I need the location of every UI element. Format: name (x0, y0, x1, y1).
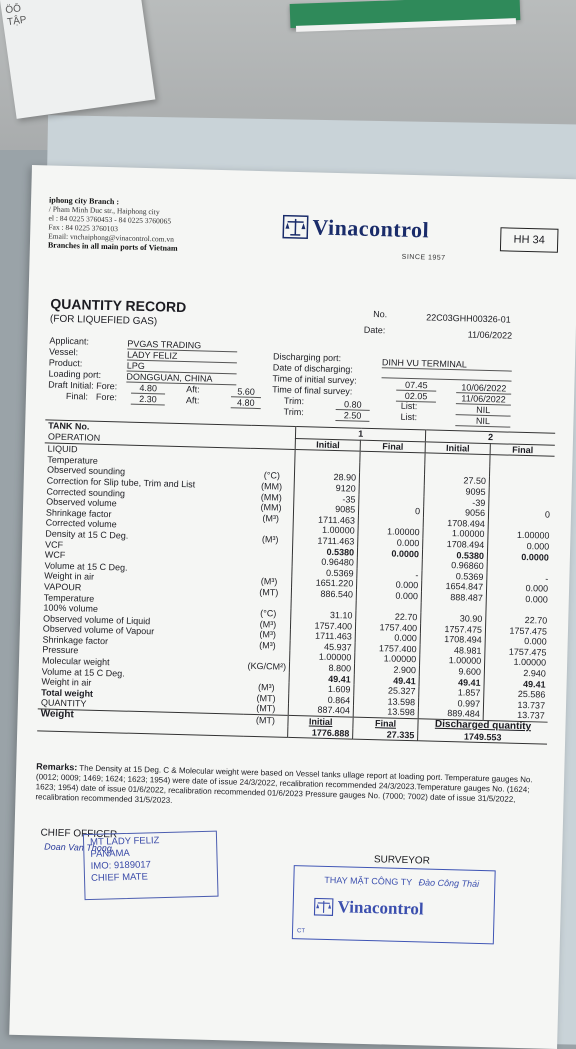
row-label: Temperature (44, 454, 250, 470)
chief-officer-label: CHIEF OFFICER (40, 827, 117, 840)
row-cell: 1711.463 (293, 535, 358, 547)
loading-port-value: DONGGUAN, CHINA (126, 372, 236, 386)
draft-final-fore: 2.30 (131, 394, 165, 406)
row-cell: 0.0000 (487, 551, 552, 563)
applicant-value: PVGAS TRADING (127, 339, 237, 353)
row-cell: 25.586 (484, 688, 549, 700)
row-cell: 0.96860 (422, 559, 487, 571)
quantity-record-document (9, 165, 576, 1049)
row-unit: (MM) (249, 502, 294, 514)
trim2-label: Trim: (283, 407, 303, 418)
tank-2-initial-header: Initial (425, 441, 490, 454)
row-cell: 30.90 (421, 612, 486, 624)
date-value: 11/06/2022 (468, 329, 513, 340)
weight-final-header: Final (353, 717, 418, 730)
row-cell: 2.900 (354, 664, 419, 676)
no-value: 22C03GHH00326-01 (426, 312, 511, 324)
draft-initial-fore-label: Fore: (96, 381, 117, 392)
tank-2-final-header: Final (490, 443, 555, 456)
draft-final-aft: 4.80 (231, 397, 261, 409)
row-cell: 31.10 (291, 609, 356, 621)
surveyor-signer: Đào Công Thái (418, 877, 479, 889)
tank-no-label: TANK No. (45, 420, 251, 437)
row-cell: 22.70 (356, 611, 421, 623)
draft-initial-aft-label: Aft: (186, 384, 200, 394)
row-cell: 13.598 (353, 706, 418, 719)
list2-value: NIL (455, 415, 510, 427)
time-initial-time: 07.45 (396, 380, 436, 392)
trim1-value: 0.80 (336, 399, 370, 411)
row-cell: 887.404 (288, 704, 353, 717)
discharging-port-label: Discharging port: (273, 351, 341, 363)
draft-final-fore-label: Fore: (96, 392, 117, 403)
row-cell: 0.000 (356, 590, 421, 602)
row-cell: 888.487 (421, 591, 486, 603)
row-label: VCF (42, 539, 248, 555)
row-cell: 889.484 (418, 708, 483, 721)
row-unit: (°C) (249, 470, 294, 482)
page-title: QUANTITY RECORD (50, 296, 186, 316)
weight-final-value: 27.335 (353, 728, 418, 741)
row-label: VAPOUR (41, 581, 247, 597)
vessel-label: Vessel: (49, 347, 78, 358)
trim1-label: Trim: (284, 396, 304, 407)
row-cell: 0.000 (486, 593, 551, 605)
row-cell: 8.800 (289, 662, 354, 674)
weight-initial-header: Initial (288, 715, 353, 728)
row-cell: 0.0000 (357, 547, 422, 559)
folder-label: ÖŌ TẬP (5, 3, 28, 29)
chief-officer-signer: Doan Van Thong (44, 842, 112, 854)
scales-icon (282, 215, 309, 240)
product-value: LPG (127, 361, 237, 375)
row-cell: 13.598 (354, 695, 419, 707)
row-cell: 49.41 (289, 673, 354, 685)
row-cell: 9056 (423, 507, 488, 519)
row-cell: 0.000 (355, 632, 420, 644)
page-subtitle: (FOR LIQUEFIED GAS) (50, 314, 157, 328)
row-cell: 49.41 (484, 678, 549, 690)
row-cell: 1711.463 (293, 514, 358, 526)
scales-icon (313, 898, 333, 917)
ship-stamp: MT LADY FELIZ PANAMA IMO: 9189017 CHIEF MATE (83, 831, 219, 900)
row-cell: 0 (488, 508, 553, 520)
folder-corner (0, 0, 155, 119)
row-label: Volume at 15 C Deg. (41, 560, 247, 576)
row-unit: (MM) (249, 491, 294, 503)
row-unit: (KG/CM²) (244, 661, 289, 673)
time-final-label: Time of final survey: (272, 384, 352, 396)
row-cell: 0.5380 (293, 545, 358, 557)
stamp-logo-name: Vinacontrol (337, 897, 423, 919)
since-label: SINCE 1957 (402, 254, 446, 262)
row-cell: -39 (424, 496, 489, 508)
row-cell: 1708.494 (423, 517, 488, 529)
vessel-value: LADY FELIZ (127, 350, 237, 364)
row-unit: (M³) (245, 629, 290, 641)
row-label: Weight in air (41, 571, 247, 587)
list2-label: List: (400, 412, 417, 422)
row-cell: 0.5380 (422, 549, 487, 561)
row-cell: 0.5369 (422, 570, 487, 582)
row-label: Observed volume of Liquid (40, 613, 246, 629)
row-cell: 0 (359, 505, 424, 517)
row-label: LIQUID (44, 443, 250, 459)
discharged-quantity-label: Discharged quantity (418, 719, 548, 733)
row-label: Shrinkage factor (43, 507, 249, 523)
list1-value: NIL (456, 404, 511, 416)
row-cell: 0.5369 (292, 567, 357, 579)
row-cell: -35 (294, 493, 359, 505)
row-cell: 22.70 (486, 614, 551, 626)
row-cell: 9.600 (419, 665, 484, 677)
row-label: 100% volume (40, 602, 246, 618)
row-cell: 1757.475 (420, 623, 485, 635)
weight-unit: (MT) (243, 714, 288, 726)
row-cell: 1708.494 (420, 634, 485, 646)
weight-label: Weight (37, 709, 243, 725)
remarks (35, 761, 546, 815)
discharged-quantity-value: 1749.553 (418, 730, 548, 744)
row-label: QUANTITY (38, 698, 244, 714)
row-cell: 1757.475 (485, 625, 550, 637)
row-cell: 9095 (424, 485, 489, 497)
row-unit: (M³) (244, 682, 289, 694)
row-unit: (M³) (248, 513, 293, 525)
time-initial-date: 10/06/2022 (456, 382, 511, 394)
applicant-label: Applicant: (49, 336, 89, 347)
row-unit: (M³) (245, 640, 290, 652)
row-cell: 28.90 (294, 471, 359, 483)
draft-final-label: Final: (66, 391, 88, 402)
row-cell: 49.41 (354, 674, 419, 686)
row-cell: 9120 (294, 482, 359, 494)
row-label: Total weight (38, 687, 244, 703)
row-cell: 1757.475 (485, 646, 550, 658)
row-cell: 9085 (294, 503, 359, 515)
row-cell: 13.737 (483, 699, 548, 711)
row-label: Temperature (41, 592, 247, 608)
row-cell: 25.327 (354, 685, 419, 697)
row-label: WCF (42, 550, 248, 566)
row-cell: 1757.400 (356, 621, 421, 633)
row-cell: 49.41 (419, 676, 484, 688)
row-cell: 1654.847 (422, 581, 487, 593)
row-label: Shrinkage factor (39, 634, 245, 650)
row-cell: 1.00000 (293, 524, 358, 536)
row-cell: 1757.400 (355, 642, 420, 654)
row-cell: 1.00000 (485, 656, 550, 668)
tank-1-final-header: Final (360, 440, 425, 453)
weight-initial-value: 1776.888 (288, 727, 353, 740)
row-cell: 0.864 (289, 694, 354, 706)
row-label: Corrected sounding (43, 486, 249, 502)
discharging-port-value: DINH VU TERMINAL (382, 357, 512, 371)
row-cell: 1.00000 (358, 526, 423, 538)
row-cell: 45.937 (290, 641, 355, 653)
row-unit: (MM) (249, 481, 294, 493)
stamp-on-behalf: THAY MẶT CÔNG TY Đào Công Thái (324, 875, 479, 889)
row-unit: (M³) (247, 576, 292, 588)
row-label: Density at 15 C Deg. (42, 528, 248, 544)
tank-2-header: 2 (425, 430, 555, 445)
logo-name: Vinacontrol (312, 214, 429, 243)
row-cell: 1708.494 (423, 538, 488, 550)
branch-info: iphong city Branch : / Pham Minh Duc str., Haiphong city el : 84 0225 3760453 - 84 0225 3760065 Fax : 84 0225 3760103 Email: vnchaiphong@vinacontrol.com.vn Branches in all main ports of Vietnam (48, 195, 179, 252)
row-label: Volume at 15 C Deg. (39, 666, 245, 682)
list1-label: List: (401, 401, 418, 411)
surveyor-label: SURVEYOR (374, 854, 430, 866)
row-cell: 13.737 (483, 709, 548, 722)
draft-initial-fore: 4.80 (131, 383, 165, 395)
row-cell: 0.000 (485, 635, 550, 647)
row-cell: 1.609 (289, 683, 354, 695)
vinacontrol-logo (282, 214, 429, 244)
date-discharging-label: Date of discharging: (273, 362, 353, 374)
row-cell: 0.000 (486, 582, 551, 594)
row-cell: 1.00000 (355, 653, 420, 665)
row-label: Pressure (39, 645, 245, 661)
time-final-time: 02.05 (396, 391, 436, 403)
date-label: Date: (364, 325, 386, 336)
loading-port-label: Loading port: (48, 369, 101, 380)
row-cell: 1711.463 (290, 630, 355, 642)
row-cell: 0.000 (358, 537, 423, 549)
no-label: No. (373, 309, 387, 319)
tank-1-initial-header: Initial (295, 438, 360, 451)
row-label: Observed sounding (44, 465, 250, 481)
draft-initial-label: Draft Initial: (48, 380, 94, 391)
remarks-text: The Density at 15 Deg. C & Molecular weight were based on Vessel tanks ullage report at loading port. Temperature gauges No. (0012; 0009; 1469; 1624; 1623; 1954) were date of issue 24/3/2022, recalibration recommended 24/3/2023.Temperature gauges No. (1624; 1623; 1954) date of issue 01/6/2022, recalibration recommended 01/6/2023 Pressure gauges No. (7000; 7002) date of issue 31/5/2022, recalibration recommended 31/5/2023. (35, 763, 532, 804)
row-unit: (MT) (243, 703, 288, 715)
row-label: Molecular weight (39, 655, 245, 671)
row-cell: 1.857 (419, 687, 484, 699)
draft-final-aft-label: Aft: (186, 395, 200, 405)
row-cell: 0.96480 (292, 556, 357, 568)
row-cell: 0.997 (419, 697, 484, 709)
row-cell: 1.00000 (290, 651, 355, 663)
row-cell: - (357, 568, 422, 580)
row-label: Observed volume of Vapour (40, 624, 246, 640)
row-unit: (MT) (246, 587, 291, 599)
time-initial-label: Time of initial survey: (272, 373, 356, 385)
row-cell: 48.981 (420, 644, 485, 656)
row-cell: 1651.220 (292, 577, 357, 589)
row-cell: 0.000 (357, 579, 422, 591)
row-cell: 0.000 (488, 540, 553, 552)
row-unit: (M³) (246, 618, 291, 630)
doc-code-box: HH 34 (500, 227, 559, 253)
product-label: Product: (49, 358, 83, 369)
row-cell: 886.540 (291, 588, 356, 600)
row-label: Corrected volume (42, 518, 248, 534)
tank-1-header: 1 (296, 426, 426, 441)
stamp-ct: CT (297, 928, 305, 934)
row-label: Correction for Slip tube, Trim and List (44, 475, 250, 491)
operation-label: OPERATION (45, 432, 251, 449)
stamp-logo (313, 897, 423, 920)
row-unit: (MT) (244, 693, 289, 705)
time-final-date: 11/06/2022 (456, 393, 511, 405)
row-cell: - (487, 572, 552, 584)
row-cell: 27.50 (424, 475, 489, 487)
draft-initial-aft: 5.60 (231, 386, 261, 398)
row-cell: 1.00000 (420, 655, 485, 667)
trim2-value: 2.50 (335, 410, 369, 422)
vinacontrol-stamp (292, 865, 496, 944)
remarks-label: Remarks: (36, 761, 77, 772)
row-cell: 1757.400 (291, 620, 356, 632)
row-unit: (°C) (246, 608, 291, 620)
quantity-table (37, 419, 555, 744)
row-label: Weight in air (38, 677, 244, 693)
row-cell: 1.00000 (488, 529, 553, 541)
row-unit: (M³) (248, 534, 293, 546)
row-label: Observed volume (43, 497, 249, 513)
row-cell: 2.940 (484, 667, 549, 679)
row-cell: 1.00000 (423, 528, 488, 540)
